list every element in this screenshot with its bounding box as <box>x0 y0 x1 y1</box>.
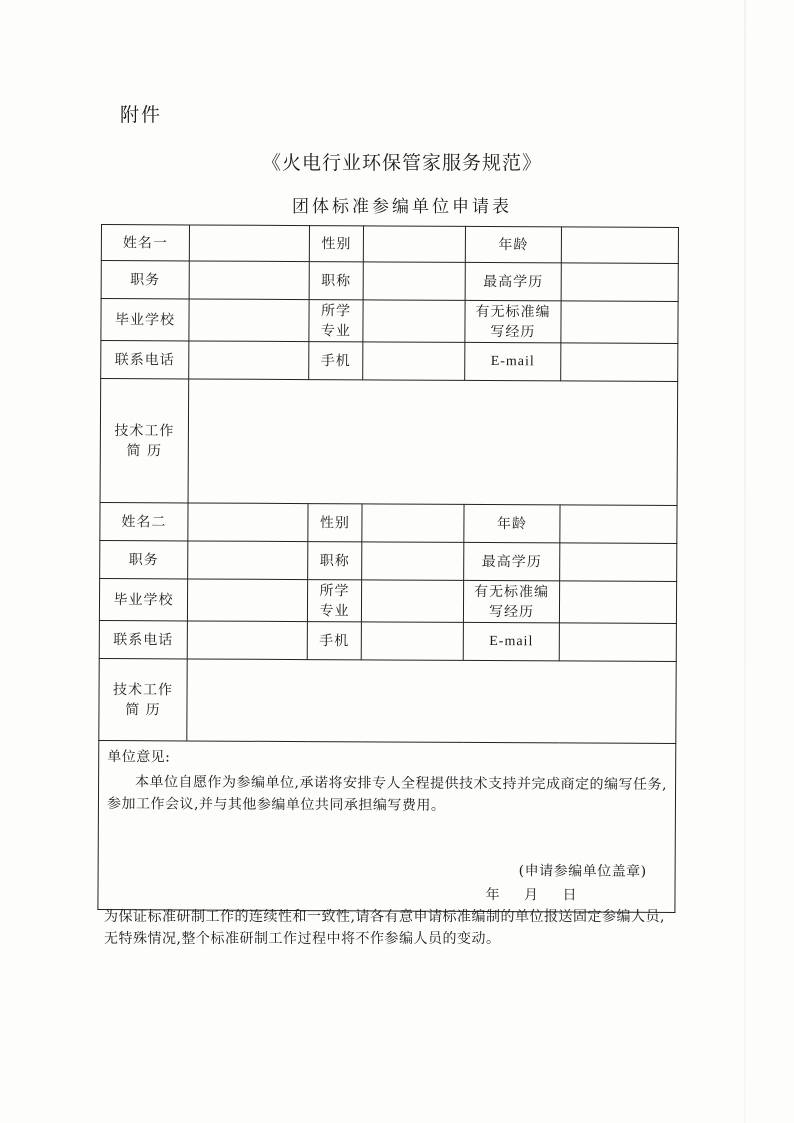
name2-label: 姓名二 <box>100 502 188 540</box>
std-exp-label <box>463 580 559 623</box>
school-label: 毕业学校 <box>99 578 187 620</box>
name1-label: 姓名一 <box>101 225 189 261</box>
std-exp-label-line1: 有无标准编 <box>474 583 550 600</box>
position-label: 职务 <box>101 261 189 299</box>
email-label: E-mail <box>465 342 561 381</box>
person2-email-value-cell[interactable] <box>559 623 676 662</box>
major-label-line1: 所学 <box>319 582 350 599</box>
email-label: E-mail <box>463 622 559 661</box>
form-subtitle: 团体标准参编单位申请表 <box>292 197 512 217</box>
attachment-label: 附件 <box>120 104 163 126</box>
person2-mobile-value-cell[interactable] <box>361 622 463 661</box>
date-line: 年 月 日 <box>485 887 587 904</box>
major-label-line2: 专业 <box>320 322 351 339</box>
person1-position-value-cell[interactable] <box>189 261 309 300</box>
person1-gender-value-cell[interactable] <box>363 226 465 263</box>
mobile-label: 手机 <box>307 622 361 660</box>
phone-label: 联系电话 <box>101 341 189 379</box>
unit-opinion-cell <box>98 740 676 912</box>
name1-value-cell[interactable] <box>189 225 309 262</box>
resume-label-line2: 简 历 <box>125 701 161 718</box>
person1-row-phone <box>101 341 678 382</box>
school-label: 毕业学校 <box>101 299 189 341</box>
person1-resume-value-cell[interactable] <box>188 379 678 506</box>
person1-row-school <box>101 299 678 344</box>
age-label: 年龄 <box>464 504 560 543</box>
major-label-line1: 所学 <box>321 302 352 319</box>
person2-row-name <box>100 502 677 543</box>
person1-education-value-cell[interactable] <box>561 263 678 302</box>
person1-row-position <box>101 261 678 302</box>
person1-row-name <box>101 225 678 264</box>
person1-std-exp-value-cell[interactable] <box>561 301 678 344</box>
person2-row-phone <box>99 620 676 661</box>
age-label: 年龄 <box>465 226 561 263</box>
person2-row-resume <box>99 658 676 743</box>
std-exp-label-line2: 写经历 <box>488 603 535 620</box>
person2-row-school <box>99 578 676 623</box>
std-exp-label-line1: 有无标准编 <box>475 303 551 320</box>
person2-major-value-cell[interactable] <box>361 580 463 623</box>
person2-job-title-value-cell[interactable] <box>362 542 464 581</box>
resume-label-line1: 技术工作 <box>113 681 174 698</box>
resume-label <box>100 379 189 503</box>
std-exp-label-line2: 写经历 <box>490 323 536 340</box>
gender-label: 性别 <box>309 226 363 262</box>
footnote-text: 为保证标准研制工作的连续性和一致性,请各有意申请标准编制的单位报送固定参编人员,无特殊情况,整个标准研制工作过程中将不作参编人员的变动。 <box>104 909 665 947</box>
name2-value-cell[interactable] <box>188 503 308 542</box>
resume-label <box>99 658 187 740</box>
application-form-table <box>97 224 679 913</box>
phone-label: 联系电话 <box>99 620 187 658</box>
person1-major-value-cell[interactable] <box>363 300 465 343</box>
person1-mobile-value-cell[interactable] <box>363 342 465 381</box>
person2-age-value-cell[interactable] <box>560 505 677 544</box>
person1-email-value-cell[interactable] <box>561 343 678 382</box>
person2-gender-value-cell[interactable] <box>362 504 464 543</box>
person2-row-position <box>100 540 677 581</box>
opinion-label: 单位意见: <box>107 749 171 766</box>
person2-education-value-cell[interactable] <box>560 543 677 582</box>
person1-job-title-value-cell[interactable] <box>363 262 465 301</box>
gender-label: 性别 <box>308 504 362 542</box>
person1-phone-value-cell[interactable] <box>189 341 309 380</box>
person2-position-value-cell[interactable] <box>188 541 308 580</box>
seal-instruction: (申请参编单位盖章) <box>518 863 647 880</box>
person1-row-resume <box>100 379 678 506</box>
person2-phone-value-cell[interactable] <box>187 621 307 660</box>
job-title-label: 职称 <box>309 262 363 300</box>
opinion-body-text: 本单位自愿作为参编单位,承诺将安排专人全程提供技术支持并完成商定的编写任务,参加工作会议,并与其他参编单位共同承担编写费用。 <box>106 774 668 814</box>
job-title-label: 职称 <box>308 542 362 580</box>
education-label: 最高学历 <box>464 542 560 581</box>
mobile-label: 手机 <box>309 342 363 380</box>
major-label <box>309 300 363 342</box>
person2-std-exp-value-cell[interactable] <box>559 581 676 624</box>
major-label-line2: 专业 <box>319 602 350 619</box>
major-label <box>307 580 361 622</box>
person1-age-value-cell[interactable] <box>561 227 678 264</box>
std-exp-label <box>465 300 561 343</box>
position-label: 职务 <box>100 540 188 578</box>
resume-label-line1: 技术工作 <box>114 422 175 439</box>
person2-resume-value-cell[interactable] <box>187 659 676 744</box>
document-title: 《火电行业环保管家服务规范》 <box>261 152 542 174</box>
person1-school-value-cell[interactable] <box>189 299 309 342</box>
resume-label-line2: 简 历 <box>126 442 163 459</box>
person2-school-value-cell[interactable] <box>187 579 307 622</box>
education-label: 最高学历 <box>465 262 561 301</box>
opinion-row <box>98 740 676 912</box>
